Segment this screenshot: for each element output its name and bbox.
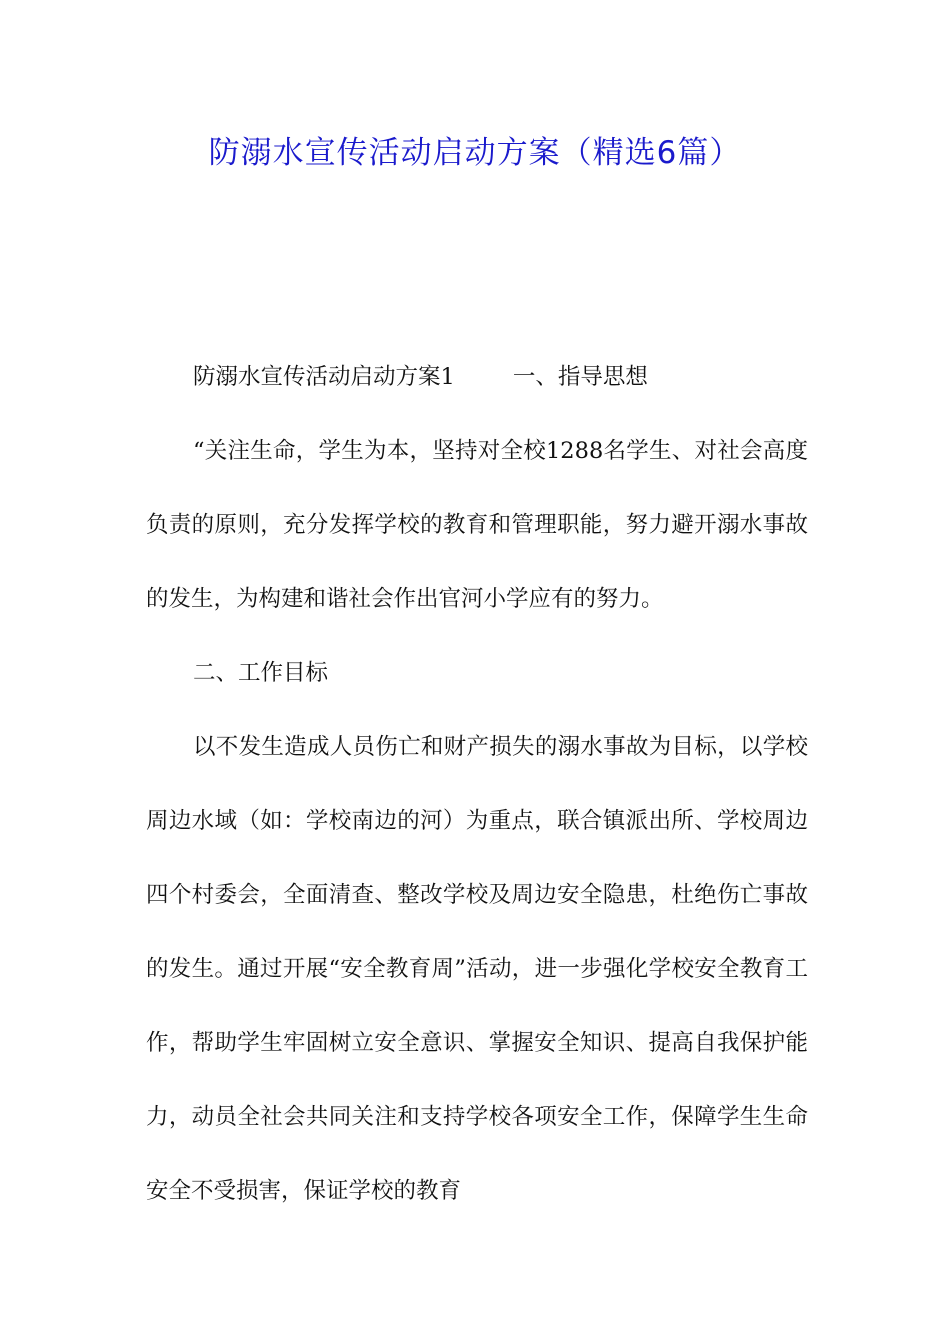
paragraph-guiding-ideology: “关注生命，学生为本，坚持对全校1288名学生、对社会高度负责的原则，充分发挥学校的教育和管理职能，努力避开溺水事故的发生，为构建和谐社会作出官河小学应有的努力。 — [146, 438, 808, 612]
plan-heading: 防溺水宣传活动启动方案1 — [193, 364, 455, 390]
paragraph-work-goals: 以不发生造成人员伤亡和财产损失的溺水事故为目标，以学校周边水域（如：学校南边的河）为重点，联合镇派出所、学校周边四个村委会，全面清查、整改学校及周边安全隐患，杜绝伤亡事故的发生。通过开展“安全教育周”活动，进一步强化学校安全教育工作，帮助学生牢固树立安全意识、掌握安全知识、提高自我保护能力，动员全社会共同关注和支持学校各项安全工作，保障学生生命安全不受损害，保证学校的教育 — [146, 734, 808, 1204]
heading-line — [146, 340, 808, 414]
section-heading-work-goals: 二、工作目标 — [193, 660, 329, 686]
section-heading-guiding-ideology: 一、指导思想 — [512, 364, 648, 390]
document-title: 防溺水宣传活动启动方案（精选6篇） — [208, 135, 742, 171]
document-body — [146, 340, 808, 1228]
